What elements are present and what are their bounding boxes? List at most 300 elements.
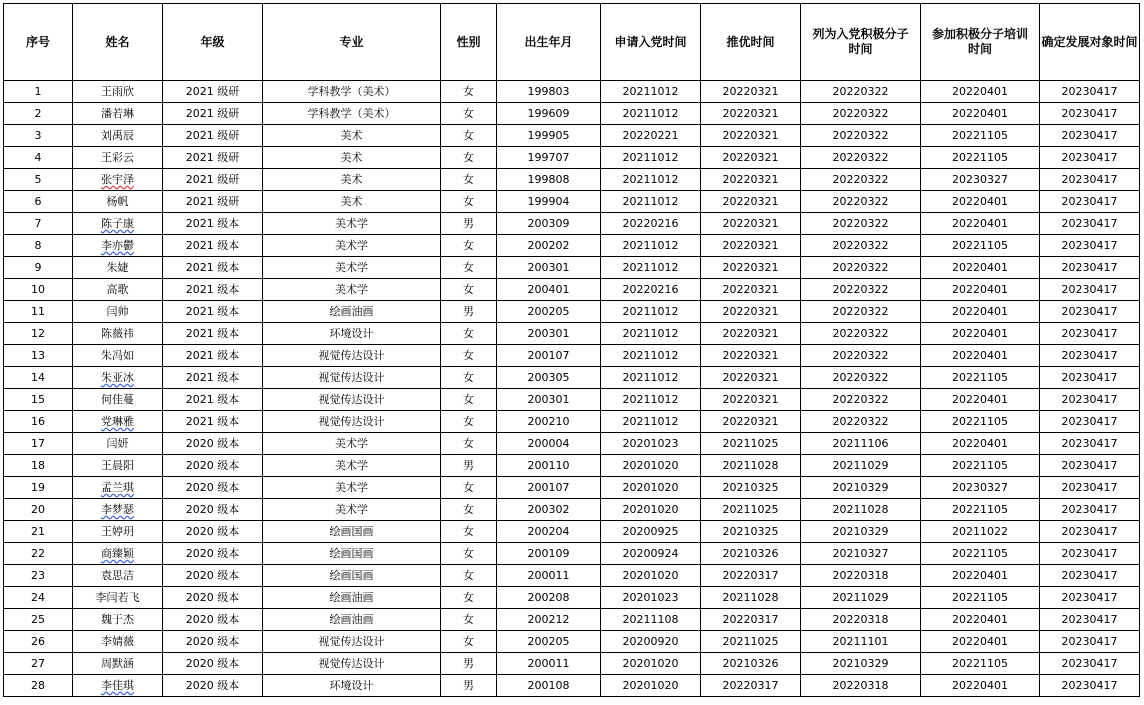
cell-application-date[interactable] bbox=[601, 125, 701, 147]
cell-candidate-date[interactable] bbox=[1040, 147, 1140, 169]
cell-grade[interactable] bbox=[163, 543, 263, 565]
cell-recommend-date[interactable] bbox=[701, 411, 801, 433]
cell-candidate-date[interactable] bbox=[1040, 565, 1140, 587]
cell-recommend-date[interactable] bbox=[701, 103, 801, 125]
cell-birth[interactable] bbox=[497, 609, 601, 631]
cell-activist-date[interactable] bbox=[801, 587, 921, 609]
cell-grade[interactable] bbox=[163, 675, 263, 697]
cell-name[interactable] bbox=[73, 257, 163, 279]
cell-birth[interactable] bbox=[497, 389, 601, 411]
cell-recommend-date[interactable] bbox=[701, 477, 801, 499]
cell-major[interactable] bbox=[263, 631, 441, 653]
cell-candidate-date[interactable] bbox=[1040, 543, 1140, 565]
cell-birth[interactable] bbox=[497, 543, 601, 565]
cell-name[interactable] bbox=[73, 653, 163, 675]
cell-training-date[interactable] bbox=[921, 433, 1040, 455]
cell-training-date[interactable] bbox=[921, 543, 1040, 565]
cell-gender[interactable] bbox=[441, 235, 497, 257]
cell-candidate-date[interactable] bbox=[1040, 653, 1140, 675]
cell-index[interactable] bbox=[4, 631, 73, 653]
cell-index[interactable] bbox=[4, 609, 73, 631]
cell-activist-date[interactable] bbox=[801, 81, 921, 103]
cell-birth[interactable] bbox=[497, 653, 601, 675]
cell-index[interactable] bbox=[4, 499, 73, 521]
cell-name[interactable] bbox=[73, 103, 163, 125]
cell-name[interactable] bbox=[73, 587, 163, 609]
cell-activist-date[interactable] bbox=[801, 609, 921, 631]
cell-recommend-date[interactable] bbox=[701, 345, 801, 367]
cell-recommend-date[interactable] bbox=[701, 125, 801, 147]
cell-activist-date[interactable] bbox=[801, 235, 921, 257]
cell-index[interactable] bbox=[4, 103, 73, 125]
cell-application-date[interactable] bbox=[601, 345, 701, 367]
cell-name[interactable] bbox=[73, 235, 163, 257]
cell-recommend-date[interactable] bbox=[701, 147, 801, 169]
cell-candidate-date[interactable] bbox=[1040, 279, 1140, 301]
cell-recommend-date[interactable] bbox=[701, 433, 801, 455]
cell-activist-date[interactable] bbox=[801, 257, 921, 279]
cell-activist-date[interactable] bbox=[801, 433, 921, 455]
cell-index[interactable] bbox=[4, 279, 73, 301]
cell-training-date[interactable] bbox=[921, 103, 1040, 125]
cell-grade[interactable] bbox=[163, 587, 263, 609]
cell-index[interactable] bbox=[4, 301, 73, 323]
cell-index[interactable] bbox=[4, 521, 73, 543]
cell-index[interactable] bbox=[4, 147, 73, 169]
cell-name[interactable] bbox=[73, 279, 163, 301]
cell-gender[interactable] bbox=[441, 675, 497, 697]
cell-index[interactable] bbox=[4, 169, 73, 191]
cell-application-date[interactable] bbox=[601, 389, 701, 411]
cell-major[interactable] bbox=[263, 675, 441, 697]
cell-grade[interactable] bbox=[163, 323, 263, 345]
cell-candidate-date[interactable] bbox=[1040, 499, 1140, 521]
cell-gender[interactable] bbox=[441, 389, 497, 411]
cell-activist-date[interactable] bbox=[801, 301, 921, 323]
cell-recommend-date[interactable] bbox=[701, 367, 801, 389]
cell-major[interactable] bbox=[263, 587, 441, 609]
cell-application-date[interactable] bbox=[601, 213, 701, 235]
cell-index[interactable] bbox=[4, 565, 73, 587]
cell-candidate-date[interactable] bbox=[1040, 675, 1140, 697]
cell-training-date[interactable] bbox=[921, 323, 1040, 345]
cell-major[interactable] bbox=[263, 367, 441, 389]
cell-major[interactable] bbox=[263, 499, 441, 521]
cell-application-date[interactable] bbox=[601, 675, 701, 697]
cell-index[interactable] bbox=[4, 257, 73, 279]
cell-gender[interactable] bbox=[441, 499, 497, 521]
cell-application-date[interactable] bbox=[601, 455, 701, 477]
cell-birth[interactable] bbox=[497, 279, 601, 301]
cell-candidate-date[interactable] bbox=[1040, 477, 1140, 499]
cell-training-date[interactable] bbox=[921, 675, 1040, 697]
cell-application-date[interactable] bbox=[601, 587, 701, 609]
cell-major[interactable] bbox=[263, 191, 441, 213]
cell-grade[interactable] bbox=[163, 103, 263, 125]
cell-grade[interactable] bbox=[163, 499, 263, 521]
cell-name[interactable] bbox=[73, 455, 163, 477]
cell-training-date[interactable] bbox=[921, 191, 1040, 213]
cell-candidate-date[interactable] bbox=[1040, 213, 1140, 235]
cell-recommend-date[interactable] bbox=[701, 565, 801, 587]
cell-index[interactable] bbox=[4, 81, 73, 103]
cell-candidate-date[interactable] bbox=[1040, 81, 1140, 103]
cell-name[interactable] bbox=[73, 411, 163, 433]
cell-activist-date[interactable] bbox=[801, 499, 921, 521]
cell-application-date[interactable] bbox=[601, 323, 701, 345]
cell-gender[interactable] bbox=[441, 279, 497, 301]
cell-index[interactable] bbox=[4, 653, 73, 675]
cell-training-date[interactable] bbox=[921, 279, 1040, 301]
cell-activist-date[interactable] bbox=[801, 389, 921, 411]
cell-application-date[interactable] bbox=[601, 433, 701, 455]
cell-application-date[interactable] bbox=[601, 147, 701, 169]
cell-application-date[interactable] bbox=[601, 257, 701, 279]
cell-index[interactable] bbox=[4, 389, 73, 411]
cell-training-date[interactable] bbox=[921, 213, 1040, 235]
cell-application-date[interactable] bbox=[601, 81, 701, 103]
cell-recommend-date[interactable] bbox=[701, 257, 801, 279]
cell-index[interactable] bbox=[4, 477, 73, 499]
cell-birth[interactable] bbox=[497, 235, 601, 257]
cell-recommend-date[interactable] bbox=[701, 631, 801, 653]
cell-application-date[interactable] bbox=[601, 609, 701, 631]
cell-recommend-date[interactable] bbox=[701, 499, 801, 521]
cell-grade[interactable] bbox=[163, 191, 263, 213]
cell-activist-date[interactable] bbox=[801, 477, 921, 499]
cell-candidate-date[interactable] bbox=[1040, 389, 1140, 411]
cell-major[interactable] bbox=[263, 125, 441, 147]
cell-training-date[interactable] bbox=[921, 301, 1040, 323]
cell-candidate-date[interactable] bbox=[1040, 125, 1140, 147]
cell-recommend-date[interactable] bbox=[701, 81, 801, 103]
cell-activist-date[interactable] bbox=[801, 543, 921, 565]
cell-candidate-date[interactable] bbox=[1040, 411, 1140, 433]
cell-major[interactable] bbox=[263, 411, 441, 433]
cell-application-date[interactable] bbox=[601, 235, 701, 257]
cell-index[interactable] bbox=[4, 235, 73, 257]
cell-training-date[interactable] bbox=[921, 609, 1040, 631]
cell-grade[interactable] bbox=[163, 433, 263, 455]
cell-recommend-date[interactable] bbox=[701, 213, 801, 235]
cell-application-date[interactable] bbox=[601, 367, 701, 389]
cell-candidate-date[interactable] bbox=[1040, 257, 1140, 279]
cell-application-date[interactable] bbox=[601, 279, 701, 301]
cell-major[interactable] bbox=[263, 279, 441, 301]
cell-recommend-date[interactable] bbox=[701, 653, 801, 675]
cell-grade[interactable] bbox=[163, 631, 263, 653]
cell-grade[interactable] bbox=[163, 521, 263, 543]
cell-gender[interactable] bbox=[441, 433, 497, 455]
cell-name[interactable] bbox=[73, 565, 163, 587]
cell-activist-date[interactable] bbox=[801, 653, 921, 675]
cell-name[interactable] bbox=[73, 147, 163, 169]
cell-candidate-date[interactable] bbox=[1040, 521, 1140, 543]
cell-recommend-date[interactable] bbox=[701, 521, 801, 543]
cell-major[interactable] bbox=[263, 345, 441, 367]
cell-candidate-date[interactable] bbox=[1040, 323, 1140, 345]
cell-application-date[interactable] bbox=[601, 191, 701, 213]
cell-training-date[interactable] bbox=[921, 257, 1040, 279]
cell-gender[interactable] bbox=[441, 543, 497, 565]
cell-application-date[interactable] bbox=[601, 411, 701, 433]
cell-gender[interactable] bbox=[441, 213, 497, 235]
cell-birth[interactable] bbox=[497, 367, 601, 389]
cell-name[interactable] bbox=[73, 345, 163, 367]
cell-activist-date[interactable] bbox=[801, 675, 921, 697]
cell-birth[interactable] bbox=[497, 147, 601, 169]
cell-candidate-date[interactable] bbox=[1040, 235, 1140, 257]
cell-birth[interactable] bbox=[497, 477, 601, 499]
cell-candidate-date[interactable] bbox=[1040, 455, 1140, 477]
cell-grade[interactable] bbox=[163, 235, 263, 257]
cell-index[interactable] bbox=[4, 411, 73, 433]
cell-name[interactable] bbox=[73, 81, 163, 103]
cell-candidate-date[interactable] bbox=[1040, 433, 1140, 455]
cell-birth[interactable] bbox=[497, 411, 601, 433]
cell-gender[interactable] bbox=[441, 455, 497, 477]
cell-index[interactable] bbox=[4, 191, 73, 213]
cell-application-date[interactable] bbox=[601, 631, 701, 653]
cell-activist-date[interactable] bbox=[801, 521, 921, 543]
cell-index[interactable] bbox=[4, 125, 73, 147]
cell-name[interactable] bbox=[73, 477, 163, 499]
cell-gender[interactable] bbox=[441, 191, 497, 213]
cell-activist-date[interactable] bbox=[801, 631, 921, 653]
cell-training-date[interactable] bbox=[921, 345, 1040, 367]
cell-recommend-date[interactable] bbox=[701, 587, 801, 609]
cell-grade[interactable] bbox=[163, 389, 263, 411]
cell-name[interactable] bbox=[73, 543, 163, 565]
cell-activist-date[interactable] bbox=[801, 213, 921, 235]
cell-grade[interactable] bbox=[163, 301, 263, 323]
cell-gender[interactable] bbox=[441, 587, 497, 609]
cell-activist-date[interactable] bbox=[801, 565, 921, 587]
cell-training-date[interactable] bbox=[921, 81, 1040, 103]
cell-grade[interactable] bbox=[163, 367, 263, 389]
cell-gender[interactable] bbox=[441, 147, 497, 169]
cell-application-date[interactable] bbox=[601, 477, 701, 499]
cell-training-date[interactable] bbox=[921, 367, 1040, 389]
cell-training-date[interactable] bbox=[921, 125, 1040, 147]
cell-name[interactable] bbox=[73, 125, 163, 147]
cell-gender[interactable] bbox=[441, 609, 497, 631]
cell-recommend-date[interactable] bbox=[701, 455, 801, 477]
cell-gender[interactable] bbox=[441, 81, 497, 103]
cell-gender[interactable] bbox=[441, 257, 497, 279]
cell-training-date[interactable] bbox=[921, 147, 1040, 169]
cell-candidate-date[interactable] bbox=[1040, 345, 1140, 367]
cell-major[interactable] bbox=[263, 169, 441, 191]
cell-grade[interactable] bbox=[163, 653, 263, 675]
cell-training-date[interactable] bbox=[921, 631, 1040, 653]
cell-birth[interactable] bbox=[497, 631, 601, 653]
cell-grade[interactable] bbox=[163, 81, 263, 103]
cell-grade[interactable] bbox=[163, 609, 263, 631]
cell-activist-date[interactable] bbox=[801, 125, 921, 147]
cell-birth[interactable] bbox=[497, 81, 601, 103]
cell-activist-date[interactable] bbox=[801, 147, 921, 169]
cell-grade[interactable] bbox=[163, 147, 263, 169]
cell-candidate-date[interactable] bbox=[1040, 631, 1140, 653]
cell-index[interactable] bbox=[4, 367, 73, 389]
cell-training-date[interactable] bbox=[921, 521, 1040, 543]
cell-birth[interactable] bbox=[497, 301, 601, 323]
cell-index[interactable] bbox=[4, 213, 73, 235]
cell-gender[interactable] bbox=[441, 345, 497, 367]
cell-name[interactable] bbox=[73, 499, 163, 521]
cell-activist-date[interactable] bbox=[801, 103, 921, 125]
cell-application-date[interactable] bbox=[601, 169, 701, 191]
cell-application-date[interactable] bbox=[601, 499, 701, 521]
cell-grade[interactable] bbox=[163, 411, 263, 433]
cell-activist-date[interactable] bbox=[801, 345, 921, 367]
cell-birth[interactable] bbox=[497, 499, 601, 521]
cell-activist-date[interactable] bbox=[801, 411, 921, 433]
cell-major[interactable] bbox=[263, 477, 441, 499]
cell-gender[interactable] bbox=[441, 521, 497, 543]
cell-gender[interactable] bbox=[441, 301, 497, 323]
cell-candidate-date[interactable] bbox=[1040, 587, 1140, 609]
cell-birth[interactable] bbox=[497, 675, 601, 697]
cell-candidate-date[interactable] bbox=[1040, 367, 1140, 389]
cell-name[interactable] bbox=[73, 169, 163, 191]
cell-major[interactable] bbox=[263, 455, 441, 477]
cell-major[interactable] bbox=[263, 257, 441, 279]
cell-grade[interactable] bbox=[163, 257, 263, 279]
cell-candidate-date[interactable] bbox=[1040, 191, 1140, 213]
cell-candidate-date[interactable] bbox=[1040, 301, 1140, 323]
cell-birth[interactable] bbox=[497, 587, 601, 609]
cell-name[interactable] bbox=[73, 191, 163, 213]
cell-major[interactable] bbox=[263, 609, 441, 631]
cell-recommend-date[interactable] bbox=[701, 609, 801, 631]
cell-major[interactable] bbox=[263, 81, 441, 103]
cell-index[interactable] bbox=[4, 433, 73, 455]
cell-activist-date[interactable] bbox=[801, 323, 921, 345]
cell-birth[interactable] bbox=[497, 125, 601, 147]
cell-recommend-date[interactable] bbox=[701, 279, 801, 301]
cell-birth[interactable] bbox=[497, 213, 601, 235]
cell-index[interactable] bbox=[4, 675, 73, 697]
cell-recommend-date[interactable] bbox=[701, 543, 801, 565]
cell-grade[interactable] bbox=[163, 477, 263, 499]
cell-training-date[interactable] bbox=[921, 653, 1040, 675]
cell-activist-date[interactable] bbox=[801, 455, 921, 477]
cell-birth[interactable] bbox=[497, 565, 601, 587]
cell-major[interactable] bbox=[263, 565, 441, 587]
cell-recommend-date[interactable] bbox=[701, 389, 801, 411]
cell-major[interactable] bbox=[263, 543, 441, 565]
cell-recommend-date[interactable] bbox=[701, 169, 801, 191]
cell-name[interactable] bbox=[73, 521, 163, 543]
cell-name[interactable] bbox=[73, 389, 163, 411]
cell-major[interactable] bbox=[263, 147, 441, 169]
cell-training-date[interactable] bbox=[921, 169, 1040, 191]
cell-gender[interactable] bbox=[441, 411, 497, 433]
cell-gender[interactable] bbox=[441, 323, 497, 345]
cell-grade[interactable] bbox=[163, 345, 263, 367]
cell-major[interactable] bbox=[263, 213, 441, 235]
cell-major[interactable] bbox=[263, 323, 441, 345]
cell-recommend-date[interactable] bbox=[701, 675, 801, 697]
cell-gender[interactable] bbox=[441, 103, 497, 125]
cell-candidate-date[interactable] bbox=[1040, 169, 1140, 191]
cell-name[interactable] bbox=[73, 631, 163, 653]
cell-recommend-date[interactable] bbox=[701, 301, 801, 323]
cell-index[interactable] bbox=[4, 455, 73, 477]
cell-index[interactable] bbox=[4, 345, 73, 367]
cell-major[interactable] bbox=[263, 301, 441, 323]
cell-gender[interactable] bbox=[441, 653, 497, 675]
cell-grade[interactable] bbox=[163, 169, 263, 191]
cell-grade[interactable] bbox=[163, 565, 263, 587]
cell-index[interactable] bbox=[4, 543, 73, 565]
cell-candidate-date[interactable] bbox=[1040, 103, 1140, 125]
cell-index[interactable] bbox=[4, 587, 73, 609]
cell-major[interactable] bbox=[263, 103, 441, 125]
cell-grade[interactable] bbox=[163, 279, 263, 301]
cell-major[interactable] bbox=[263, 433, 441, 455]
cell-major[interactable] bbox=[263, 235, 441, 257]
cell-application-date[interactable] bbox=[601, 301, 701, 323]
cell-activist-date[interactable] bbox=[801, 169, 921, 191]
cell-name[interactable] bbox=[73, 609, 163, 631]
cell-activist-date[interactable] bbox=[801, 279, 921, 301]
cell-training-date[interactable] bbox=[921, 565, 1040, 587]
cell-recommend-date[interactable] bbox=[701, 235, 801, 257]
cell-name[interactable] bbox=[73, 323, 163, 345]
cell-application-date[interactable] bbox=[601, 653, 701, 675]
cell-gender[interactable] bbox=[441, 169, 497, 191]
cell-grade[interactable] bbox=[163, 213, 263, 235]
cell-activist-date[interactable] bbox=[801, 367, 921, 389]
cell-major[interactable] bbox=[263, 521, 441, 543]
cell-training-date[interactable] bbox=[921, 499, 1040, 521]
cell-birth[interactable] bbox=[497, 191, 601, 213]
cell-major[interactable] bbox=[263, 653, 441, 675]
cell-application-date[interactable] bbox=[601, 103, 701, 125]
cell-birth[interactable] bbox=[497, 257, 601, 279]
cell-birth[interactable] bbox=[497, 521, 601, 543]
cell-gender[interactable] bbox=[441, 565, 497, 587]
cell-gender[interactable] bbox=[441, 631, 497, 653]
cell-candidate-date[interactable] bbox=[1040, 609, 1140, 631]
cell-training-date[interactable] bbox=[921, 477, 1040, 499]
cell-training-date[interactable] bbox=[921, 455, 1040, 477]
cell-training-date[interactable] bbox=[921, 587, 1040, 609]
cell-index[interactable] bbox=[4, 323, 73, 345]
cell-birth[interactable] bbox=[497, 169, 601, 191]
cell-recommend-date[interactable] bbox=[701, 191, 801, 213]
cell-recommend-date[interactable] bbox=[701, 323, 801, 345]
cell-grade[interactable] bbox=[163, 455, 263, 477]
cell-birth[interactable] bbox=[497, 103, 601, 125]
cell-major[interactable] bbox=[263, 389, 441, 411]
cell-application-date[interactable] bbox=[601, 521, 701, 543]
cell-name[interactable] bbox=[73, 213, 163, 235]
cell-birth[interactable] bbox=[497, 433, 601, 455]
cell-name[interactable] bbox=[73, 433, 163, 455]
cell-training-date[interactable] bbox=[921, 411, 1040, 433]
cell-name[interactable] bbox=[73, 301, 163, 323]
cell-training-date[interactable] bbox=[921, 235, 1040, 257]
cell-birth[interactable] bbox=[497, 345, 601, 367]
cell-gender[interactable] bbox=[441, 367, 497, 389]
cell-birth[interactable] bbox=[497, 455, 601, 477]
cell-name[interactable] bbox=[73, 675, 163, 697]
cell-application-date[interactable] bbox=[601, 543, 701, 565]
